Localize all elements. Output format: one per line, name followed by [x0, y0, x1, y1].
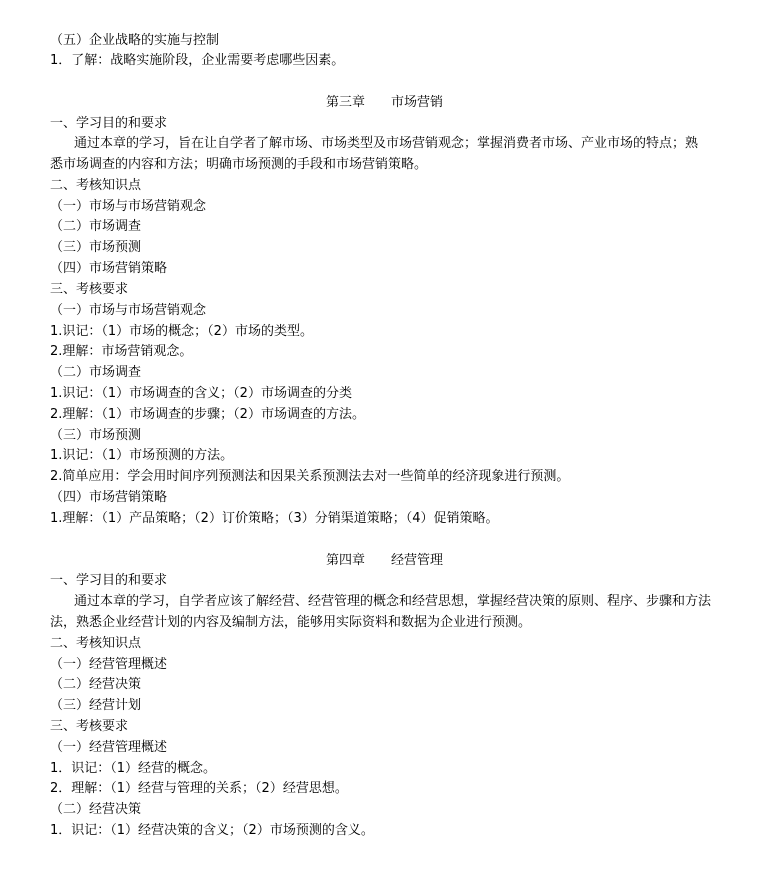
goal-text-line: 通过本章的学习，自学者应该了解经营、经营管理的概念和经营思想，掌握经营决策的原则、程序、步骤和方法 — [74, 594, 712, 609]
goal-text-line: 悉市场调查的内容和方法；明确市场预测的手段和市场营销策略。 — [50, 157, 428, 172]
requirement-item: 2.理解：市场营销观念。 — [50, 344, 193, 359]
requirement-item: 1.识记：（1）市场的概念；（2）市场的类型。 — [50, 324, 313, 339]
chapter-number: 第三章 — [325, 95, 365, 110]
section-heading: （五）企业战略的实施与控制 — [50, 33, 220, 48]
knowledge-point: （三）经营计划 — [50, 698, 142, 713]
requirement-subheading: （三）市场预测 — [50, 428, 142, 443]
chapter-title — [0, 93, 769, 113]
chapter-name: 经营管理 — [391, 553, 444, 568]
knowledge-point: （三）市场预测 — [50, 240, 142, 255]
requirement-subheading: （一）经营管理概述 — [50, 740, 168, 755]
requirement-item: 1.识记：（1）市场预测的方法。 — [50, 448, 234, 463]
requirements-heading: 三、考核要求 — [50, 282, 129, 297]
requirement-subheading: （一）市场与市场营销观念 — [50, 303, 207, 318]
points-heading: 二、考核知识点 — [50, 636, 142, 651]
requirement-subheading: （二）经营决策 — [50, 802, 142, 817]
knowledge-point: （二）市场调查 — [50, 219, 142, 234]
goal-text-line: 通过本章的学习，旨在让自学者了解市场、市场类型及市场营销观念；掌握消费者市场、产业市场的特点；熟 — [74, 136, 699, 151]
requirement-item: 1.理解：（1）产品策略；（2）订价策略；（3）分销渠道策略；（4）促销策略。 — [50, 511, 499, 526]
goal-heading: 一、学习目的和要求 — [50, 573, 168, 588]
requirement-item: 2.简单应用：学会用时间序列预测法和因果关系预测法去对一些简单的经济现象进行预测。 — [50, 469, 570, 484]
knowledge-point: （二）经营决策 — [50, 677, 142, 692]
requirement-item: 1.识记：（1）市场调查的含义；（2）市场调查的分类 — [50, 386, 352, 401]
requirement-subheading: （二）市场调查 — [50, 365, 142, 380]
chapter-name: 市场营销 — [391, 95, 444, 110]
requirement-item: 1．识记：（1）经营决策的含义；（2）市场预测的含义。 — [50, 823, 374, 838]
goal-text-line: 法，熟悉企业经营计划的内容及编制方法，能够用实际资料和数据为企业进行预测。 — [50, 615, 532, 630]
requirement-item: 1．识记：（1）经营的概念。 — [50, 761, 217, 776]
requirement-subheading: （四）市场营销策略 — [50, 490, 168, 505]
points-heading: 二、考核知识点 — [50, 178, 142, 193]
requirement-item: 2.理解：（1）市场调查的步骤；（2）市场调查的方法。 — [50, 407, 365, 422]
chapter-number: 第四章 — [325, 553, 365, 568]
knowledge-point: （一）经营管理概述 — [50, 657, 168, 672]
knowledge-point: （四）市场营销策略 — [50, 261, 168, 276]
requirement-item: 1．了解：战略实施阶段，企业需要考虑哪些因素。 — [50, 53, 345, 68]
requirements-heading: 三、考核要求 — [50, 719, 129, 734]
goal-heading: 一、学习目的和要求 — [50, 116, 168, 131]
requirement-item: 2．理解：（1）经营与管理的关系；（2）经营思想。 — [50, 781, 348, 796]
knowledge-point: （一）市场与市场营销观念 — [50, 199, 207, 214]
chapter-title — [0, 551, 769, 571]
